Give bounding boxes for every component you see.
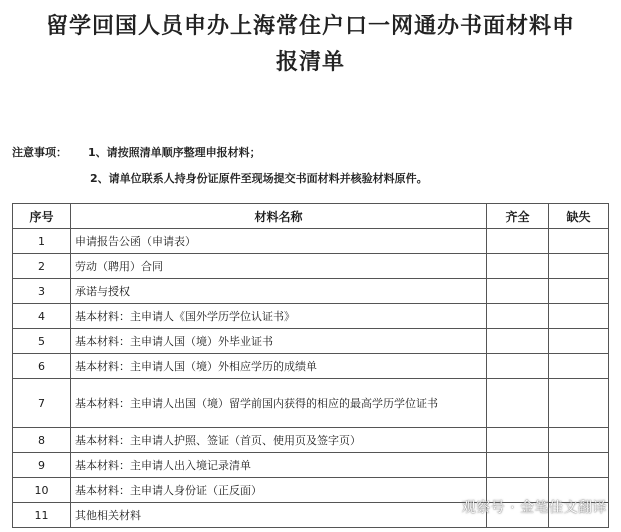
missing-cell[interactable]	[549, 379, 609, 428]
row-name: 基本材料：主申请人《国外学历学位认证书》	[71, 304, 487, 329]
watermark: 观察号 · 金笔佳文翻译	[461, 500, 607, 516]
table-row	[13, 453, 609, 478]
missing-cell[interactable]	[549, 304, 609, 329]
notes-label: 注意事项：	[12, 146, 67, 159]
row-no: 2	[13, 254, 71, 279]
row-name: 劳动（聘用）合同	[71, 254, 487, 279]
table-row	[13, 254, 609, 279]
complete-cell[interactable]	[487, 304, 549, 329]
row-name: 基本材料：主申请人出国（境）留学前国内获得的相应的最高学历学位证书	[71, 379, 487, 428]
row-name: 基本材料：主申请人身份证（正反面）	[71, 478, 487, 503]
table-row	[13, 304, 609, 329]
complete-cell[interactable]	[487, 229, 549, 254]
table-header-row	[13, 204, 609, 229]
header-no: 序号	[13, 204, 71, 229]
missing-cell[interactable]	[549, 354, 609, 379]
row-no: 7	[13, 379, 71, 428]
table-row	[13, 354, 609, 379]
complete-cell[interactable]	[487, 279, 549, 304]
materials-table	[12, 203, 609, 528]
row-no: 1	[13, 229, 71, 254]
row-no: 8	[13, 428, 71, 453]
row-no: 3	[13, 279, 71, 304]
complete-cell[interactable]	[487, 428, 549, 453]
missing-cell[interactable]	[549, 229, 609, 254]
missing-cell[interactable]	[549, 428, 609, 453]
note-item-2: 2、请单位联系人持身份证原件至现场提交书面材料并核验材料原件。	[90, 172, 428, 185]
row-no: 9	[13, 453, 71, 478]
complete-cell[interactable]	[487, 379, 549, 428]
row-no: 4	[13, 304, 71, 329]
note-line-1	[12, 144, 261, 160]
row-name: 申请报告公函（申请表）	[71, 229, 487, 254]
complete-cell[interactable]	[487, 254, 549, 279]
row-name: 基本材料：主申请人护照、签证（首页、使用页及签字页）	[71, 428, 487, 453]
missing-cell[interactable]	[549, 453, 609, 478]
header-complete: 齐全	[487, 204, 549, 229]
table-row	[13, 229, 609, 254]
row-no: 10	[13, 478, 71, 503]
missing-cell[interactable]	[549, 279, 609, 304]
row-name: 基本材料：主申请人出入境记录清单	[71, 453, 487, 478]
missing-cell[interactable]	[549, 329, 609, 354]
row-no: 11	[13, 503, 71, 528]
table-row	[13, 428, 609, 453]
header-missing: 缺失	[549, 204, 609, 229]
complete-cell[interactable]	[487, 354, 549, 379]
table-row	[13, 379, 609, 428]
complete-cell[interactable]	[487, 329, 549, 354]
note-line-2	[90, 170, 428, 186]
row-name: 其他相关材料	[71, 503, 487, 528]
document-title	[10, 8, 611, 80]
table-row	[13, 279, 609, 304]
complete-cell[interactable]	[487, 453, 549, 478]
header-name: 材料名称	[71, 204, 487, 229]
row-no: 5	[13, 329, 71, 354]
missing-cell[interactable]	[549, 254, 609, 279]
note-item-1: 1、请按照清单顺序整理申报材料；	[88, 146, 261, 159]
title-line-1: 留学回国人员申办上海常住户口一网通办书面材料申	[45, 13, 575, 39]
table-row	[13, 329, 609, 354]
row-name: 基本材料：主申请人国（境）外毕业证书	[71, 329, 487, 354]
row-name: 基本材料：主申请人国（境）外相应学历的成绩单	[71, 354, 487, 379]
row-name: 承诺与授权	[71, 279, 487, 304]
row-no: 6	[13, 354, 71, 379]
title-line-2: 报清单	[275, 49, 345, 75]
